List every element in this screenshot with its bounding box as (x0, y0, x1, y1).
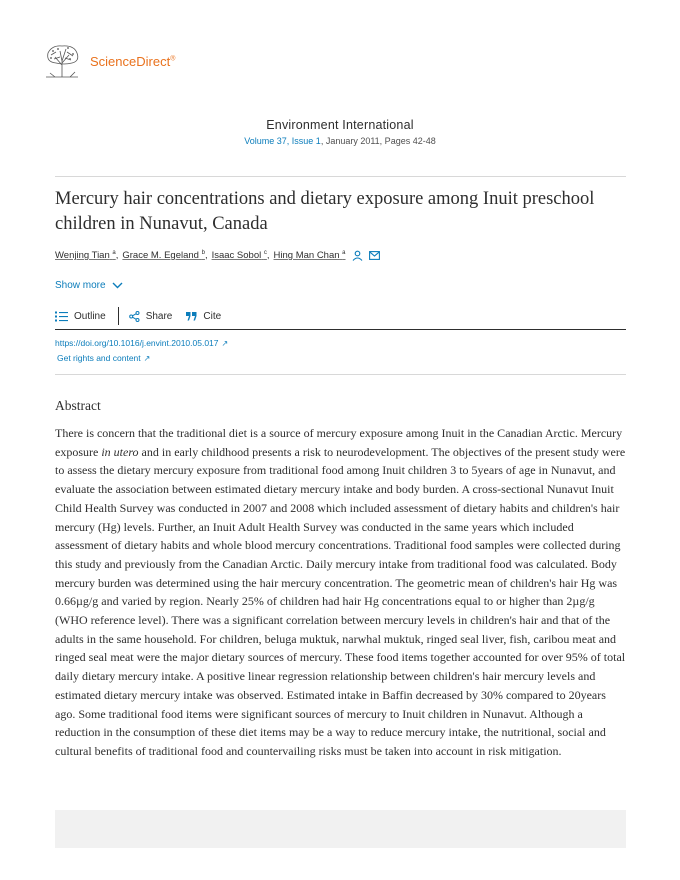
abstract-heading: Abstract (55, 398, 101, 413)
author-link[interactable]: Wenjing Tian $^a$ (55, 250, 116, 262)
external-link-icon: ↗ (143, 354, 151, 363)
show-more-button[interactable]: Show more (55, 280, 123, 291)
article-title: Mercury hair concentrations and dietary exposure among Inuit preschool children in Nunavut, Canada (55, 189, 595, 234)
share-icon (129, 311, 140, 322)
journal-name[interactable]: Environment International (266, 118, 414, 132)
journal-info (0, 118, 680, 146)
share-button[interactable]: Share (129, 311, 173, 322)
journal-meta (0, 136, 680, 146)
toolbar-divider (55, 329, 626, 330)
cite-button[interactable]: Cite (186, 311, 221, 322)
elsevier-tree-logo[interactable] (42, 43, 82, 79)
article-toolbar (55, 306, 221, 326)
content-placeholder-box (55, 810, 626, 848)
volume-issue-link[interactable]: Volume 37, Issue 1 (244, 136, 321, 146)
divider (55, 374, 626, 375)
doi-link[interactable]: https://doi.org/10.1016/j.envint.2010.05.017 ↗ (55, 338, 229, 348)
author-link[interactable]: Hing Man Chan $^a$ (273, 250, 346, 262)
author-list: Wenjing Tian $^a$ , Grace M. Egeland $^b$ , Isaac Sobol $^c$ , Hing Man Chan $^a$ (55, 250, 380, 261)
mail-icon[interactable] (369, 251, 380, 260)
author-link[interactable]: Isaac Sobol $^c$ (211, 250, 267, 262)
list-icon (55, 311, 68, 322)
abstract-body: There is concern that the traditional diet is a source of mercury exposure among Inuit in the Canadian Arctic. Mercury exposure in utero and in early childhood presents a risk to neurodevelopment. The objectives of the present study were to assess the dietary mercury exposure from traditional food among Inuit children 3 to 5years of age in Nunavut, and evaluate the association between estimated dietary mercury intake and body burden. A cross-sectional Nunavut Inuit Child Health Survey was conducted in 2007 and 2008 which included assessment of dietary habits and children's hair mercury (Hg) levels. Further, an Inuit Adult Health Survey was conducted in the same years which included assessment of dietary habits and whole blood mercury concentrations. Traditional food samples were collected during this study and previously from the Canadian Arctic. Daily mercury intake from traditional food was calculated. Body mercury burden was determined using the hair mercury concentration. The geometric mean of children's hair Hg was 0.66µg/g and varied by region. Nearly 25% of children had hair Hg concentrations equal to or higher than 2µg/g (WHO reference level). There was a significant correlation between mercury levels in children's hair and that of the adults in the same household. For children, beluga muktuk, narwhal muktuk, ringed seal liver, fish, caribou meat and ringed seal meat were the major dietary sources of mercury. These food items together accounted for over 95% of total daily dietary mercury intake. A positive linear regression relationship between children's hair mercury levels and estimated dietary mercury intake was observed. Estimated intake in Baffin decreased by 30% compared to 20years ago. Some traditional food items were significant sources of mercury to Inuit children in Nunavut. Although a reduction in the consumption of these diet items may be a way to reduce mercury intake, the nutritional, social and cultural benefits of traditional food and countervailing risks must be taken into account in risk mitigation. (55, 426, 626, 758)
brand-name[interactable]: ScienceDirect® (90, 53, 176, 69)
chevron-down-icon (112, 282, 123, 289)
toolbar-separator (118, 307, 119, 325)
quote-icon (186, 312, 197, 321)
rights-link[interactable]: Get rights and content ↗ (57, 353, 151, 363)
outline-button[interactable]: Outline (55, 311, 106, 322)
person-icon[interactable] (352, 250, 363, 261)
divider (55, 176, 626, 177)
date-pages: , January 2011, Pages 42-48 (320, 136, 436, 146)
author-link[interactable]: Grace M. Egeland $^b$ (122, 250, 205, 262)
external-link-icon: ↗ (221, 339, 229, 348)
site-header (42, 42, 175, 80)
